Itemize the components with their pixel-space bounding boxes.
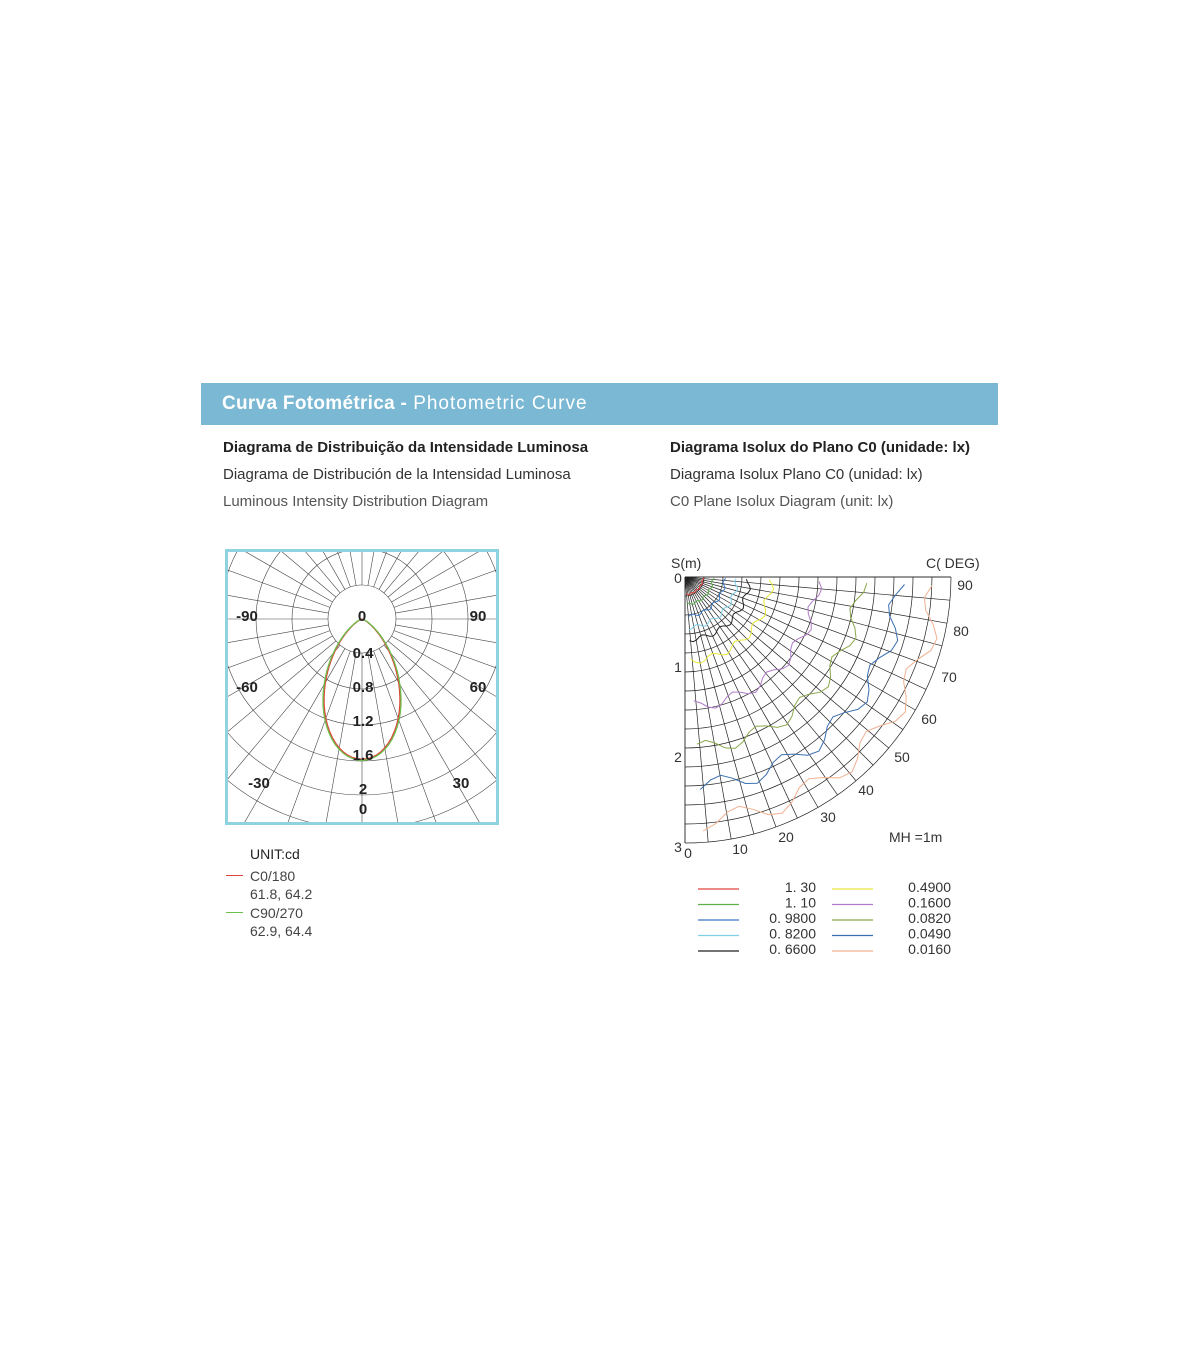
polar-grid-ray xyxy=(368,652,418,934)
legend-item-c0 xyxy=(226,867,312,886)
heading-es: Diagrama Isolux Plano C0 (unidad: lx) xyxy=(670,466,923,483)
radial-label: 0.8 xyxy=(352,679,374,696)
banner-title-en: Photometric Curve xyxy=(413,393,588,414)
polar-grid-ray xyxy=(391,636,639,779)
legend-level-value: 0.0490 xyxy=(908,925,951,942)
isolux-y-tick: 2 xyxy=(674,749,682,765)
legend-level-value: 0.0820 xyxy=(908,910,951,926)
polar-grid-ray xyxy=(47,625,329,675)
heading-en: C0 Plane Isolux Diagram (unit: lx) xyxy=(670,493,894,510)
radial-label: 2 xyxy=(358,781,368,798)
isolux-contour xyxy=(703,586,937,832)
isolux-diagram-heading xyxy=(670,434,970,515)
isolux-angle-tick: 90 xyxy=(957,577,973,593)
isolux-y-tick: 1 xyxy=(674,659,682,675)
angle-label: 90 xyxy=(469,608,487,625)
polar-grid-ray xyxy=(395,625,677,675)
angle-label: 30 xyxy=(452,775,470,792)
legend-level-value: 0. 6600 xyxy=(769,941,816,957)
radial-label: 0.4 xyxy=(352,645,374,662)
legend-level-value: 0.4900 xyxy=(908,879,951,895)
intensity-diagram-heading xyxy=(223,434,588,515)
isolux-legend xyxy=(690,876,970,962)
polar-grid-ray xyxy=(85,636,333,779)
isolux-c-axis-title: C( DEG) xyxy=(926,555,980,571)
mounting-height-label: MH =1m xyxy=(889,829,943,845)
legend-beam-value: 62.9, 64.4 xyxy=(250,923,313,939)
polar-grid-ray xyxy=(306,652,356,934)
legend-level-value: 0. 8200 xyxy=(769,925,816,942)
heading-pt: Diagrama de Distribuição da Intensidade Luminosa xyxy=(223,439,589,456)
angle-label: -30 xyxy=(248,775,270,792)
heading-es: Diagrama de Distribución de la Intensidad Luminosa xyxy=(223,466,571,483)
isolux-angle-tick: 60 xyxy=(921,711,937,727)
isolux-grid-ray xyxy=(685,577,926,689)
legend-level-value: 0. 9800 xyxy=(769,910,816,926)
isolux-angle-tick: 40 xyxy=(858,782,874,798)
heading-en: Luminous Intensity Distribution Diagram xyxy=(223,493,489,510)
polar-grid-ray xyxy=(47,563,329,613)
isolux-grid-ray xyxy=(685,577,818,807)
isolux-x-tick: 20 xyxy=(778,829,794,845)
legend-item-c90 xyxy=(226,904,312,923)
angle-label: 0 xyxy=(357,608,367,625)
legend-level-value: 1. 30 xyxy=(784,879,816,895)
unit-label: UNIT:cd xyxy=(250,846,300,862)
polar-legend xyxy=(226,845,312,941)
legend-beam-value: 61.8, 64.2 xyxy=(250,886,313,902)
angle-label: -90 xyxy=(236,608,258,625)
isolux-x-tick: 0 xyxy=(684,845,692,861)
isolux-x-tick: 10 xyxy=(732,841,748,857)
legend-series-name: C90/270 xyxy=(250,904,303,921)
isolux-angle-tick: 80 xyxy=(953,623,969,639)
heading-pt: Diagrama Isolux do Plano C0 (unidade: lx) xyxy=(670,439,971,456)
isolux-y-tick: 0 xyxy=(674,570,682,586)
section-banner xyxy=(201,383,998,425)
legend-series-name: C0/180 xyxy=(250,867,296,884)
polar-intensity-diagram xyxy=(225,549,499,825)
isolux-y-tick: 3 xyxy=(674,839,682,855)
angle-label: -60 xyxy=(236,679,258,696)
isolux-grid-ray xyxy=(685,577,942,646)
isolux-angle-tick: 70 xyxy=(941,669,957,685)
radial-label: 1.6 xyxy=(352,747,374,764)
legend-level-value: 0.0160 xyxy=(908,941,951,957)
isolux-angle-tick: 50 xyxy=(894,749,910,765)
legend-swatch xyxy=(226,875,243,876)
angle-label: 0 xyxy=(358,801,368,818)
legend-swatch xyxy=(226,912,243,913)
radial-label: 1.2 xyxy=(352,713,374,730)
angle-label: 60 xyxy=(469,679,487,696)
isolux-angle-tick: 30 xyxy=(820,809,836,825)
isolux-diagram xyxy=(660,550,990,870)
legend-level-value: 1. 10 xyxy=(784,894,816,911)
legend-level-value: 0.1600 xyxy=(908,894,951,911)
banner-title-pt: Curva Fotométrica - xyxy=(222,393,408,414)
polar-grid-ray xyxy=(395,563,677,613)
isolux-y-axis-title: S(m) xyxy=(671,555,702,571)
